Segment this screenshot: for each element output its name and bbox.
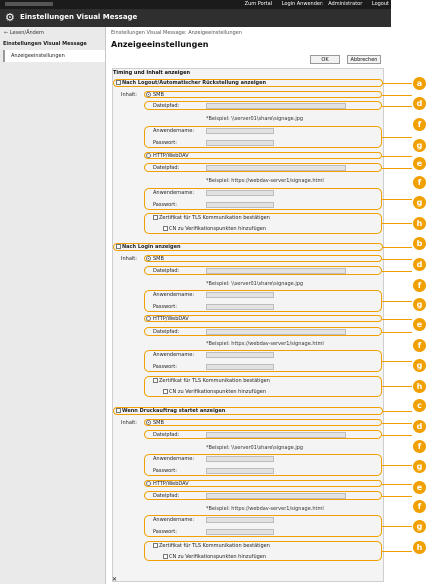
inhalt-label: Inhalt: xyxy=(121,256,137,262)
callout-badge-g: g xyxy=(413,196,426,209)
tls-label: Zertifikat für TLS Kommunikation bestätigen xyxy=(159,378,270,384)
dateipfad-label: Dateipfad: xyxy=(153,329,180,335)
callout-line xyxy=(382,551,412,552)
login-display-checkbox[interactable] xyxy=(116,244,121,249)
callout-line xyxy=(383,411,412,412)
passwort-label: Passwort: xyxy=(153,529,177,535)
brand-logo xyxy=(5,2,53,6)
callout-line xyxy=(382,95,412,96)
cn-label: CN zu Verifikationspunkten hinzufügen xyxy=(169,389,267,395)
callout-line xyxy=(382,156,412,157)
callout-line xyxy=(382,332,412,333)
webdav-radio-label: HTTP/WebDAV xyxy=(153,153,189,159)
back-link[interactable]: ← Lesen/Ändern xyxy=(4,30,45,36)
gear-icon: ⚙ xyxy=(5,11,15,24)
callout-badge-f: f xyxy=(413,339,426,352)
sidebar-section-title: Einstellungen Visual Message xyxy=(3,41,87,47)
callout-line xyxy=(382,137,412,138)
callout-frame-d xyxy=(144,419,382,426)
sidebar xyxy=(0,27,106,584)
callout-line xyxy=(382,435,412,436)
callout-frame-d xyxy=(144,91,382,98)
webdav-radio[interactable] xyxy=(146,316,151,321)
callout-line xyxy=(382,259,412,260)
close-icon[interactable]: ✕ xyxy=(112,576,118,583)
callout-badge-a: a xyxy=(413,77,426,90)
tls-checkbox[interactable] xyxy=(153,378,158,383)
passwort-input[interactable] xyxy=(206,364,274,370)
smb-example-hint: *Beispiel: \\server01\share\signage.jpg xyxy=(206,281,304,287)
dateipfad-label: Dateipfad: xyxy=(153,103,180,109)
dateipfad-input[interactable] xyxy=(206,268,346,274)
smb-radio[interactable] xyxy=(146,256,151,261)
webdav-example-hint: *Beispiel: https://webdav-server1/signage.html xyxy=(206,178,324,184)
top-bar xyxy=(0,0,391,9)
dateipfad-label: Dateipfad: xyxy=(153,493,180,499)
callout-line xyxy=(382,199,412,200)
anwendername-input[interactable] xyxy=(206,352,274,358)
print-job-display-checkbox[interactable] xyxy=(116,408,121,413)
callout-line xyxy=(382,496,412,497)
callout-badge-g: g xyxy=(413,520,426,533)
callout-line xyxy=(382,223,412,224)
passwort-label: Passwort: xyxy=(153,304,177,310)
cn-label: CN zu Verifikationspunkten hinzufügen xyxy=(169,554,267,560)
callout-line xyxy=(383,247,412,248)
sidebar-item-anzeigeeinstellungen[interactable]: Anzeigeeinstellungen xyxy=(3,50,105,62)
callout-badge-c: c xyxy=(413,399,426,412)
print-job-display-label: Wenn Druckauftrag startet anzeigen xyxy=(122,408,226,414)
passwort-input[interactable] xyxy=(206,202,274,208)
anwendername-input[interactable] xyxy=(206,190,274,196)
callout-line xyxy=(382,106,412,107)
callout-line xyxy=(383,83,412,84)
anwendername-label: Anwendername: xyxy=(153,292,195,298)
cn-checkbox[interactable] xyxy=(163,226,168,231)
portal-link[interactable]: Zum Portal xyxy=(244,1,273,7)
inhalt-label: Inhalt: xyxy=(121,92,137,98)
anwendername-input[interactable] xyxy=(206,128,274,134)
app-title: Einstellungen Visual Message xyxy=(20,13,138,21)
passwort-label: Passwort: xyxy=(153,140,177,146)
anwendername-input[interactable] xyxy=(206,517,274,523)
title-bar xyxy=(0,9,391,27)
callout-line xyxy=(382,168,412,169)
dateipfad-input[interactable] xyxy=(206,103,346,109)
callout-badge-g: g xyxy=(413,460,426,473)
webdav-radio[interactable] xyxy=(146,481,151,486)
tls-checkbox[interactable] xyxy=(153,543,158,548)
cancel-button[interactable]: Abbrechen xyxy=(347,55,381,64)
callout-badge-b: b xyxy=(413,237,426,250)
callout-frame-d xyxy=(144,255,382,262)
login-user-label: Login Anwender: xyxy=(281,1,324,7)
logout-link[interactable]: Logout xyxy=(371,1,389,7)
callout-badge-d: d xyxy=(413,97,426,110)
passwort-input[interactable] xyxy=(206,468,274,474)
smb-radio[interactable] xyxy=(146,92,151,97)
inhalt-label: Inhalt: xyxy=(121,420,137,426)
webdav-radio-label: HTTP/WebDAV xyxy=(153,481,189,487)
callout-line xyxy=(382,361,412,362)
callout-badge-f: f xyxy=(413,500,426,513)
smb-example-hint: *Beispiel: \\server01\share\signage.jpg xyxy=(206,445,304,451)
callout-badge-f: f xyxy=(413,176,426,189)
callout-badge-d: d xyxy=(413,420,426,433)
dateipfad-input[interactable] xyxy=(206,493,346,499)
callout-line xyxy=(382,271,412,272)
top-links xyxy=(237,1,389,7)
webdav-radio-label: HTTP/WebDAV xyxy=(153,316,189,322)
smb-radio-label: SMB xyxy=(153,92,164,98)
callout-badge-e: e xyxy=(413,318,426,331)
anwendername-label: Anwendername: xyxy=(153,456,195,462)
smb-example-hint: *Beispiel: \\server01\share\signage.jpg xyxy=(206,116,304,122)
tls-checkbox[interactable] xyxy=(153,215,158,220)
callout-badge-h: h xyxy=(413,541,426,554)
cn-label: CN zu Verifikationspunkten hinzufügen xyxy=(169,226,267,232)
callout-line xyxy=(382,526,412,527)
passwort-label: Passwort: xyxy=(153,202,177,208)
callout-badge-f: f xyxy=(413,440,426,453)
callout-badge-f: f xyxy=(413,279,426,292)
callout-badge-d: d xyxy=(413,258,426,271)
anwendername-input[interactable] xyxy=(206,292,274,298)
tls-label: Zertifikat für TLS Kommunikation bestätigen xyxy=(159,215,270,221)
cn-checkbox[interactable] xyxy=(163,389,168,394)
callout-badge-g: g xyxy=(413,359,426,372)
user-name: Administrator xyxy=(328,1,363,7)
callout-badge-g: g xyxy=(413,139,426,152)
smb-radio-label: SMB xyxy=(153,420,164,426)
dateipfad-input[interactable] xyxy=(206,329,346,335)
callout-line xyxy=(382,386,412,387)
logout-display-checkbox[interactable] xyxy=(116,80,121,85)
passwort-input[interactable] xyxy=(206,304,274,310)
webdav-example-hint: *Beispiel: https://webdav-server1/signage.html xyxy=(206,506,324,512)
passwort-input[interactable] xyxy=(206,529,274,535)
login-display-label: Nach Login anzeigen xyxy=(122,244,181,250)
passwort-label: Passwort: xyxy=(153,364,177,370)
callout-badge-h: h xyxy=(413,217,426,230)
section-heading: Timing und Inhalt anzeigen xyxy=(113,70,191,76)
callout-line xyxy=(382,301,412,302)
dateipfad-input[interactable] xyxy=(206,432,346,438)
anwendername-label: Anwendername: xyxy=(153,352,195,358)
callout-badge-g: g xyxy=(413,298,426,311)
logout-display-label: Nach Logout/Automatischer Rückstellung anzeigen xyxy=(122,80,267,86)
callout-badge-f: f xyxy=(413,118,426,131)
callout-badge-h: h xyxy=(413,380,426,393)
callout-badge-e: e xyxy=(413,157,426,170)
dateipfad-label: Dateipfad: xyxy=(153,432,180,438)
passwort-label: Passwort: xyxy=(153,468,177,474)
callout-line xyxy=(382,423,412,424)
callout-line xyxy=(382,465,412,466)
callout-line xyxy=(382,484,412,485)
cn-checkbox[interactable] xyxy=(163,554,168,559)
anwendername-label: Anwendername: xyxy=(153,128,195,134)
ok-button[interactable]: OK xyxy=(310,55,340,64)
anwendername-label: Anwendername: xyxy=(153,517,195,523)
anwendername-label: Anwendername: xyxy=(153,190,195,196)
smb-radio[interactable] xyxy=(146,420,151,425)
anwendername-input[interactable] xyxy=(206,456,274,462)
dateipfad-label: Dateipfad: xyxy=(153,268,180,274)
breadcrumb: Einstellungen Visual Message: Anzeigeeinstellungen xyxy=(111,30,242,36)
dateipfad-input[interactable] xyxy=(206,165,346,171)
webdav-radio[interactable] xyxy=(146,153,151,158)
callout-badge-e: e xyxy=(413,481,426,494)
tls-label: Zertifikat für TLS Kommunikation bestätigen xyxy=(159,543,270,549)
dateipfad-label: Dateipfad: xyxy=(153,165,180,171)
page-title: Anzeigeeinstellungen xyxy=(111,40,209,49)
callout-line xyxy=(382,319,412,320)
passwort-input[interactable] xyxy=(206,140,274,146)
webdav-example-hint: *Beispiel: https://webdav-server1/signage.html xyxy=(206,341,324,347)
smb-radio-label: SMB xyxy=(153,256,164,262)
